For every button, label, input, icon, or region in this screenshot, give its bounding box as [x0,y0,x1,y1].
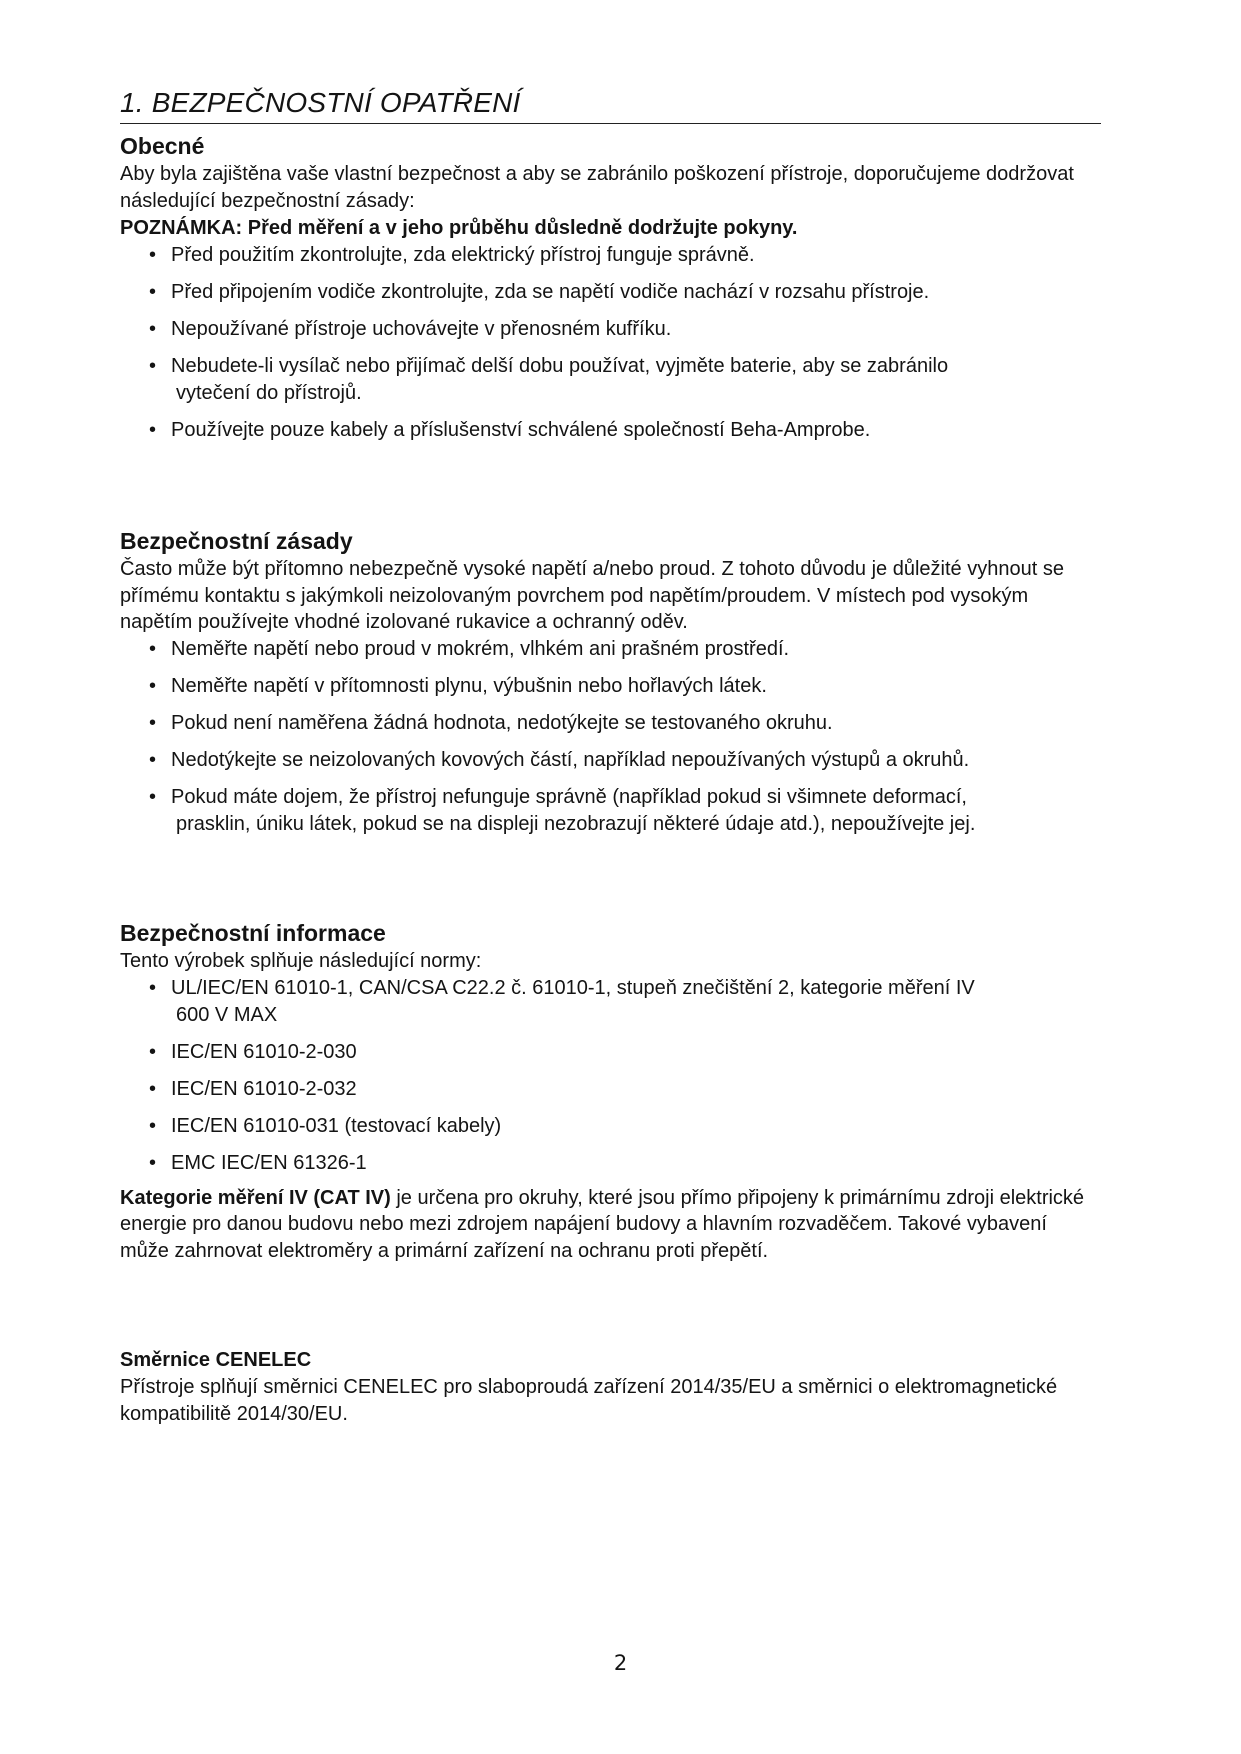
bullet-icon: • [149,1040,157,1063]
list-item-text: Pokud máte dojem, že přístroj nefunguje správně (například pokud si všimnete deformací, [171,785,967,808]
list-item [120,242,1100,269]
general-note: POZNÁMKA: Před měření a v jeho průběhu důsledně dodržujte pokyny. [120,217,798,239]
section-heading-safety-rules: Bezpečnostní zásady [120,528,353,554]
bullet-icon: • [149,355,157,377]
safety-rules-intro: Často může být přítomno nebezpečně vysoké napětí a/nebo proud. Z tohoto důvodu je důležité vyhnout se přímému kontaktu s jakýmkoli neizolovaným povrchem pod napětím/proudem. V místech pod vysokým napětím používejte vhodné izolované rukavice a ochranný oděv. [120,558,1064,633]
page-title: 1. BEZPEČNOSTNÍ OPATŘENÍ [120,86,1101,124]
list-item-text: Neměřte napětí nebo proud v mokrém, vlhkém ani prašném prostředí. [171,637,790,660]
list-item [120,710,1100,737]
list-item [120,1150,1100,1177]
list-item [120,975,1100,1029]
list-item-text: IEC/EN 61010-2-032 [171,1077,357,1100]
bullet-icon: • [149,244,157,266]
list-item [120,316,1100,343]
list-item-text: Neměřte napětí v přítomnosti plynu, výbušnin nebo hořlavých látek. [171,674,767,697]
list-item-text: Nedotýkejte se neizolovaných kovových částí, například nepoužívaných výstupů a okruhů. [171,748,970,771]
list-item [120,1113,1100,1140]
bullet-icon: • [149,748,157,771]
bullet-icon: • [149,419,157,441]
cat-iv-text: je určena pro okruhy, které jsou přímo připojeny k primárnímu zdroji elektrické energie pro danou budovu nebo mezi zdrojem napájení budovy a hlavním rozvaděčem. Takové vybavení může zahrnovat elektroměry a primární zařízení na ochranu proti přepětí. [120,1186,1085,1262]
general-bullet-list [120,242,1100,444]
list-item-text-continuation: 600 V MAX [176,1003,278,1026]
section-heading-safety-info: Bezpečnostní informace [120,920,386,946]
bullet-icon: • [149,318,157,340]
section-cenelec [120,1346,1100,1427]
bullet-icon: • [149,1077,157,1100]
list-item [120,784,1100,838]
list-item [120,636,1100,663]
section-heading-general: Obecné [120,133,205,159]
list-item [120,1076,1100,1103]
list-item-text: Nepoužívané přístroje uchovávejte v přenosném kufříku. [171,318,672,340]
bullet-icon: • [149,711,157,734]
bullet-icon: • [149,674,157,697]
list-item-text: IEC/EN 61010-2-030 [171,1040,357,1063]
bullet-icon: • [149,637,157,660]
standards-bullet-list [120,975,1100,1177]
safety-info-intro: Tento výrobek splňuje následující normy: [120,950,482,972]
list-item [120,353,1100,407]
bullet-icon: • [149,1151,157,1174]
cat-iv-paragraph [120,1185,1100,1265]
bullet-icon: • [149,976,157,999]
section-safety-info [120,918,1100,1264]
section-heading-cenelec: Směrnice CENELEC [120,1349,312,1371]
list-item-text: Před připojením vodiče zkontrolujte, zda se napětí vodiče nachází v rozsahu přístroje. [171,281,930,303]
list-item-text: IEC/EN 61010-031 (testovací kabely) [171,1114,502,1137]
list-item-text: Před použitím zkontrolujte, zda elektrický přístroj funguje správně. [171,244,755,266]
section-general [120,131,1100,444]
list-item [120,1039,1100,1066]
bullet-icon: • [149,1114,157,1137]
bullet-icon: • [149,785,157,808]
section-safety-rules [120,526,1100,838]
list-item-text-continuation: prasklin, úniku látek, pokud se na displeji nezobrazují některé údaje atd.), nepoužívejte jej. [176,812,976,835]
safety-rules-bullet-list [120,636,1100,838]
list-item-text: Pokud není naměřena žádná hodnota, nedotýkejte se testovaného okruhu. [171,711,833,734]
list-item-text: Nebudete-li vysílač nebo přijímač delší dobu používat, vyjměte baterie, aby se zabránilo [171,355,949,377]
cat-iv-label: Kategorie měření IV (CAT IV) [120,1186,391,1209]
page-number: 2 [613,1651,628,1675]
list-item [120,673,1100,700]
list-item-text: UL/IEC/EN 61010-1, CAN/CSA C22.2 č. 61010-1, stupeň znečištění 2, kategorie měření IV [171,976,975,999]
bullet-icon: • [149,281,157,303]
list-item [120,417,1100,444]
list-item [120,279,1100,306]
general-intro: Aby byla zajištěna vaše vlastní bezpečnost a aby se zabránilo poškození přístroje, doporučujeme dodržovat následující bezpečnostní zásady: [120,163,1074,212]
list-item-text-continuation: vytečení do přístrojů. [176,382,362,404]
list-item [120,747,1100,774]
list-item-text: EMC IEC/EN 61326-1 [171,1151,367,1174]
cenelec-text: Přístroje splňují směrnici CENELEC pro slaboproudá zařízení 2014/35/EU a směrnici o elektromagnetické kompatibilitě 2014/30/EU. [120,1376,1058,1425]
list-item-text: Používejte pouze kabely a příslušenství schválené společností Beha-Amprobe. [171,419,871,441]
